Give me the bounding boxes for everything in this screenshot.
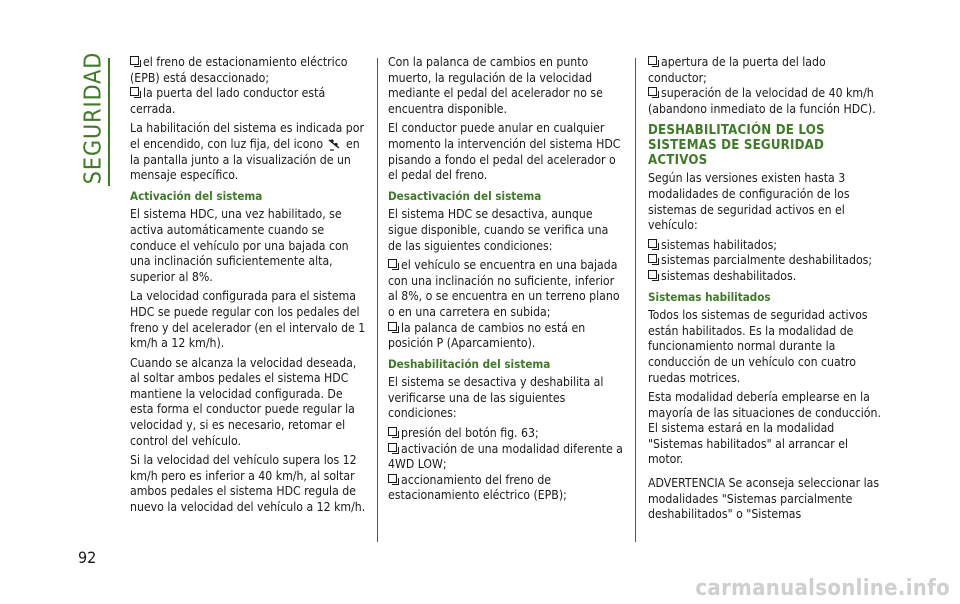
section-rule xyxy=(108,58,110,186)
paragraph: Esta modalidad debería emplearse en la mayoría de las situaciones de conducción. El sistema estará en la modalidad "Sistemas habilitados" al arrancar el motor. xyxy=(648,390,881,467)
bullet-box-icon xyxy=(648,254,657,263)
column-divider xyxy=(377,58,378,542)
bullet-box-icon xyxy=(648,87,657,96)
bullet-box-icon xyxy=(388,322,397,331)
paragraph: La velocidad configurada para el sistema HDC se puede regular con los pedales del freno y del acelerador (en el intervalo de 1 km/h a 12 km/h). xyxy=(130,289,366,351)
list-item: la puerta del lado conductor está cerrada. xyxy=(130,86,326,116)
bullet-box-icon xyxy=(648,56,657,65)
list-item: presión del botón fig. 63; xyxy=(388,426,624,442)
section-heading: DESHABILITACIÓN DE LOS SISTEMAS DE SEGURIDAD ACTIVOS xyxy=(648,123,825,169)
section-title: SEGURIDAD xyxy=(80,51,106,185)
page-number: 92 xyxy=(78,548,97,567)
bullet-box-icon xyxy=(388,443,397,452)
bullet-box-icon xyxy=(648,270,657,279)
subheading: Deshabilitación del sistema xyxy=(388,356,551,371)
paragraph: El conductor puede anular en cualquier momento la intervención del sistema HDC pisando a fondo el pedal del acelerador o el pedal del freno. xyxy=(388,121,621,183)
watermark: carmanualsonline.info xyxy=(695,576,950,601)
warning-paragraph: ADVERTENCIA Se aconseja seleccionar las modalidades "Sistemas parcialmente deshabilitados" o "Sistemas xyxy=(648,476,880,522)
list-item: la palanca de cambios no está en posición P (Aparcamiento). xyxy=(388,320,586,351)
list-item: superación de la velocidad de 40 km/h (abandono inmediato de la función HDC). xyxy=(648,86,876,116)
bullet-box-icon xyxy=(388,474,397,483)
bullet-box-icon xyxy=(388,427,397,436)
paragraph: Todos los sistemas de seguridad activos están habilitados. Es la modalidad de funcionamiento normal durante la conducción de un vehículo con cuatro ruedas motrices. xyxy=(648,308,868,385)
paragraph: El sistema HDC se desactiva, aunque sigue disponible, cuando se verifica una de las siguientes condiciones: xyxy=(388,207,609,253)
paragraph: El sistema se desactiva y deshabilita al verificarse una de las siguientes condiciones: xyxy=(388,375,604,421)
list-item: el freno de estacionamiento eléctrico (EPB) está desaccionado; xyxy=(130,55,348,85)
bullet-box-icon xyxy=(130,87,139,96)
column-divider xyxy=(635,58,636,542)
list-item: sistemas parcialmente deshabilitados; xyxy=(648,253,884,269)
column-3 xyxy=(648,55,884,527)
bullet-box-icon xyxy=(130,56,139,65)
list-item: sistemas deshabilitados. xyxy=(648,269,884,285)
column-1 xyxy=(130,55,366,520)
paragraph: El sistema HDC, una vez habilitado, se activa automáticamente cuando se conduce el vehículo por una bajada con una inclinación suficientemente alta, superior al 8%. xyxy=(130,207,349,284)
list-item: activación de una modalidad diferente a 4WD LOW; xyxy=(388,441,623,472)
paragraph: Cuando se alcanza la velocidad deseada, al soltar ambos pedales el sistema HDC mantiene la velocidad configurada. De esta forma el conductor puede regular la velocidad y, si es necesario, retomar el control del vehículo. xyxy=(130,355,357,448)
subheading: Activación del sistema xyxy=(130,188,263,203)
hdc-descent-icon xyxy=(327,137,341,151)
subheading: Desactivación del sistema xyxy=(388,188,542,203)
list-item: sistemas habilitados; xyxy=(648,238,884,254)
subheading: Sistemas habilitados xyxy=(648,289,771,304)
list-item: el vehículo se encuentra en una bajada con una inclinación no suficiente, inferior al 8%, o se encuentra en un terreno plano o en una carretera en subida; xyxy=(388,258,620,319)
list-item: accionamiento del freno de estacionamiento eléctrico (EPB); xyxy=(388,472,567,503)
column-2 xyxy=(388,55,624,504)
list-item: apertura de la puerta del lado conductor; xyxy=(648,55,826,85)
bullet-box-icon xyxy=(388,259,397,268)
bullet-box-icon xyxy=(648,239,657,248)
paragraph: Según las versiones existen hasta 3 modalidades de configuración de los sistemas de seguridad activos en el vehículo: xyxy=(648,171,850,233)
paragraph: La habilitación del sistema es indicada por el encendido, con luz fija, del icono en la pantalla junto a la visualización de un mensaje específico. xyxy=(130,121,364,183)
paragraph: Con la palanca de cambios en punto muerto, la regulación de la velocidad mediante el pedal del acelerador no se encuentra disponible. xyxy=(388,55,603,116)
paragraph: Si la velocidad del vehículo supera los 12 km/h pero es inferior a 40 km/h, al soltar ambos pedales el sistema HDC regula de nuevo la velocidad del vehículo a 12 km/h. xyxy=(130,453,366,515)
